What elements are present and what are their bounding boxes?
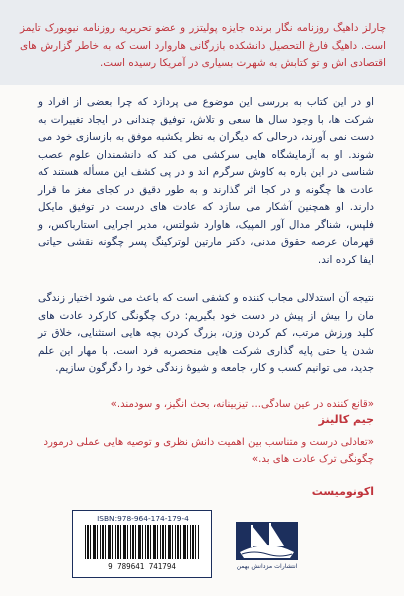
description-paragraph-1: او در این کتاب به بررسی این موضوع می پردازد که چرا بعضی از افراد و شرکت ها، با وجود سال ها سعی و تلاش، توفیق چندانی در ایجاد تغییرات به دست نمی آورند، درحالی که دیگران به نظر یکشبه موفق به بازسازی خود می شوند. او به آزمایشگاه هایی سرکشی می کند که دانشمندان علوم عصب شناسی در این باره به کاوش سرگرم اند و در پی کشف این مسأله هستند که عادت ها چگونه و در کجا اثر گذارند و به طور دقیق در کجای مغز ما قرار دارند. او همچنین آشکار می سازد که عادت های درست در توفیق مایکل فلپس، شناگر مدال آور المپیک، هاوارد شولتس، مدیر اجرایی استارباکس، و قهرمان عرصه حقوق مدنی، دکتر مارتین لوترکینگ پسر چگونه نقشی حیاتی ایفا کرده اند. — [38, 96, 374, 266]
review-quote-2: «تعادلی درست و متناسب بین اهمیت دانش نظری و توصیه هایی عملی درمورد چگونگی ترک عادت های بد.» — [43, 437, 374, 465]
barcode-number: 9 789641 741794 — [108, 562, 176, 571]
review-author-1: جیم کالینز — [318, 413, 374, 426]
ship-logo-icon — [234, 514, 300, 562]
barcode-box — [72, 510, 212, 578]
review-quote-1: «قانع کننده در عین سادگی... تیزبینانه، بحث انگیز، و سودمند.» — [110, 399, 374, 410]
isbn-text: ISBN:978-964-174-179-4 — [97, 514, 189, 523]
publisher-logo — [220, 510, 314, 576]
description-paragraph-2: نتیجه آن استدلالی مجاب کننده و کشفی است که باعث می شود اختیار زندگی مان را بیش از پیش در دست خود بگیریم: درک چگونگی کارکرد عادت های کلید ورزش مرتب، کم کردن وزن، بزرگ کردن بچه هایی استثنایی، خلاق تر شدن یا حتی پایه گذاری شرکت هایی منحصربه فرد است. با مهار این علم جدید، می توانیم کسب و کار، جامعه و شیوهٔ زندگی خود را دگرگون سازیم. — [38, 292, 374, 374]
author-bio: چارلز داهیگ روزنامه نگار برنده جایزه پولیتزر و عضو تحریریه روزنامه نیویورک تایمز است. داهیگ فارغ التحصیل دانشکده بازرگانی هاروارد است که به خاطر گزارش های اقتصادی اش و تو کتابش به شهرت بسیاری در آمریکا رسیده است. — [20, 22, 386, 70]
author-bio-band — [0, 0, 404, 85]
review-author-2: اکونومیست — [311, 485, 374, 498]
publisher-name: انتشارات مزدانش بهمن — [236, 563, 298, 570]
barcode-section — [72, 510, 314, 580]
barcode-bars — [85, 525, 199, 559]
